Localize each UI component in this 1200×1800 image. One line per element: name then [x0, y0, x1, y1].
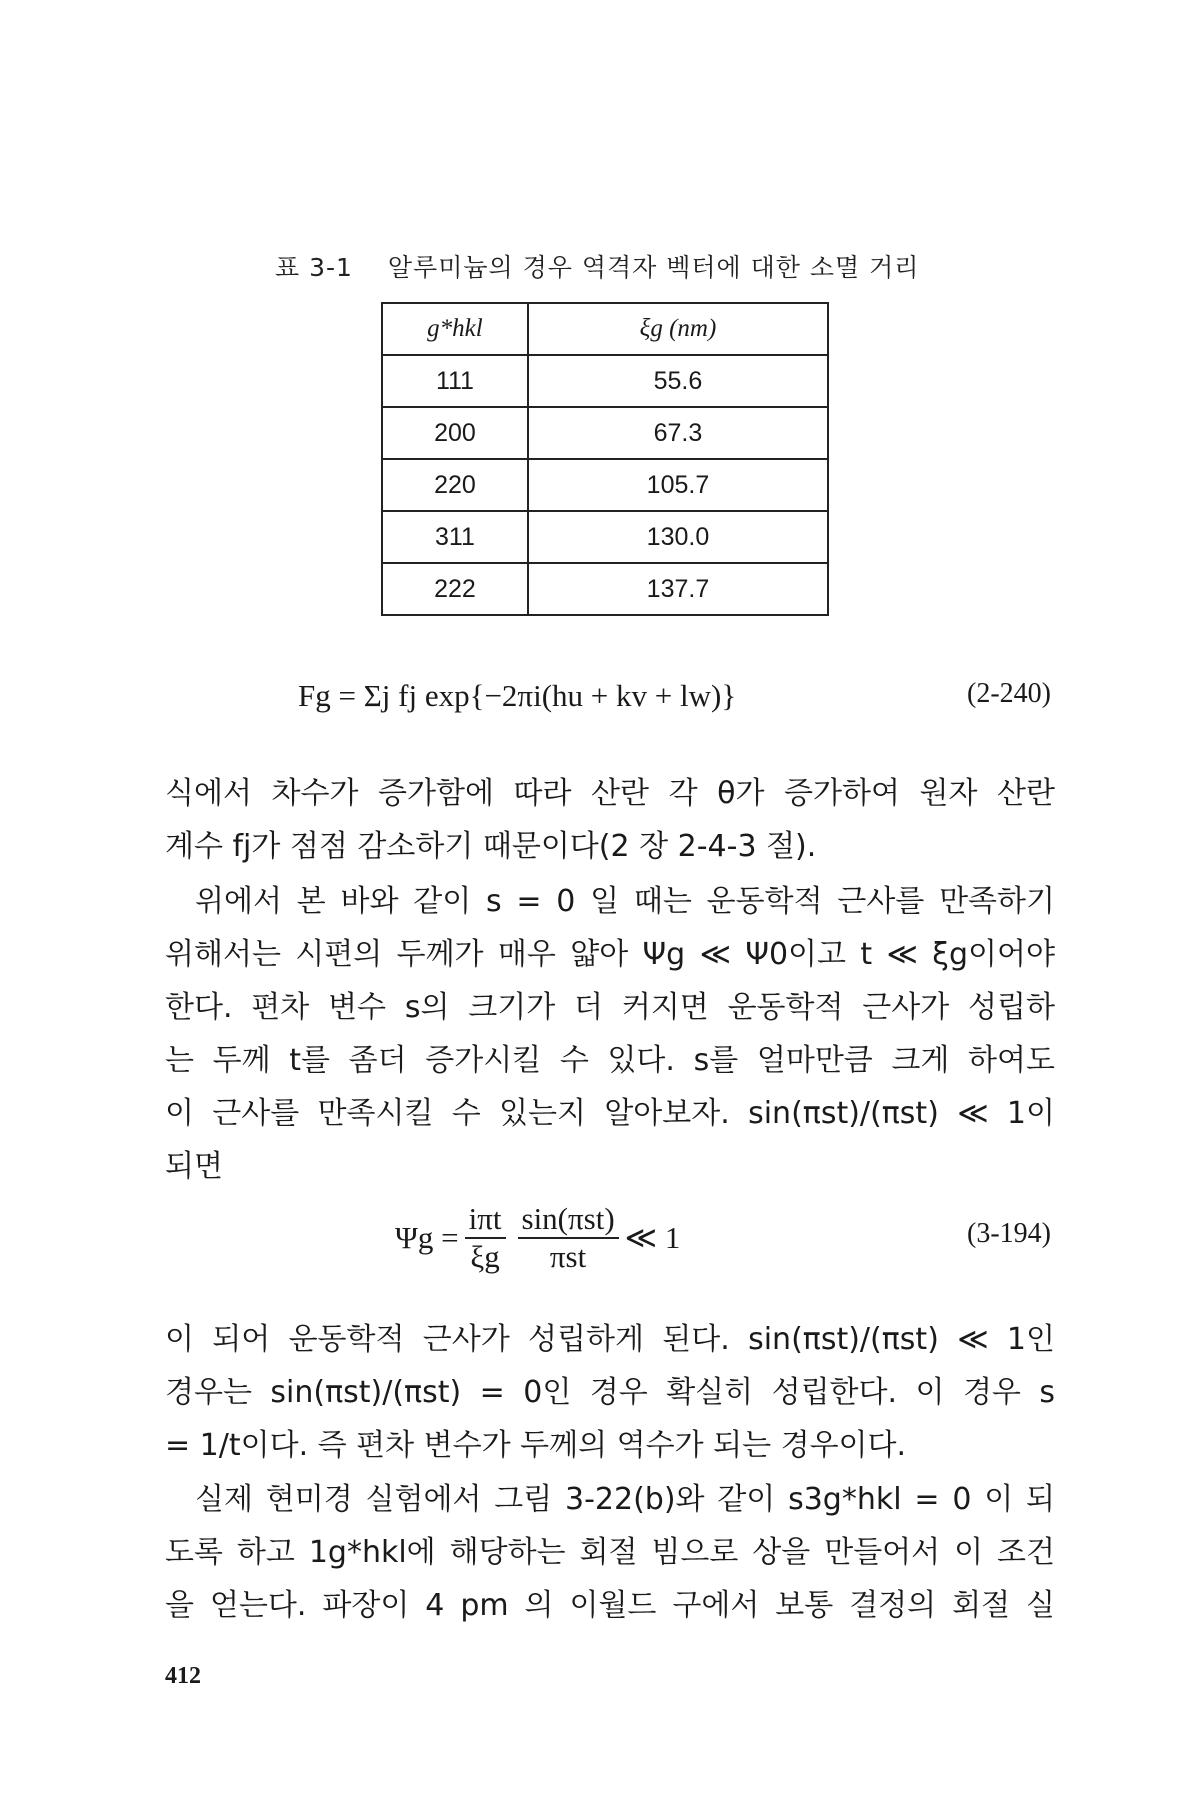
paragraph-line: 는 두께 t를 좀더 증가시킬 수 있다. s를 얼마만큼 크게 하여도: [165, 1043, 1055, 1078]
equation-3-194-formula: [395, 1198, 680, 1278]
equation-3-194-lhs: Ψg =: [395, 1220, 459, 1255]
paragraph-1: [165, 767, 1055, 873]
fraction-denominator: ξg: [470, 1239, 500, 1274]
paragraph-line: 이 근사를 만족시킬 수 있는지 알아보자. sin(πst)/(πst) ≪ 1이: [165, 1096, 1055, 1131]
paragraph-2: [165, 875, 1055, 1193]
table-row: [382, 563, 828, 615]
table-cell-g: 222: [382, 563, 528, 615]
equation-3-194-fraction-2: [518, 1201, 619, 1275]
table-row: [382, 459, 828, 511]
table-header-g: g*hkl: [382, 303, 528, 355]
paragraph-line: 위에서 본 바와 같이 s = 0 일 때는 운동학적 근사를 만족하기: [195, 884, 1055, 919]
equation-2-240: [0, 678, 1200, 738]
table-cell-g: 111: [382, 355, 528, 407]
table-cell-xi: 55.6: [528, 355, 828, 407]
equation-3-194: [0, 1198, 1200, 1278]
table-row: [382, 511, 828, 563]
fraction-denominator: πst: [549, 1239, 587, 1274]
equation-3-194-number: (3-194): [967, 1218, 1051, 1249]
table-cell-xi: 137.7: [528, 563, 828, 615]
paragraph-line: 식에서 차수가 증가함에 따라 산란 각 θ가 증가하여 원자 산란: [165, 776, 1055, 811]
paragraph-line: 실제 현미경 실험에서 그림 3-22(b)와 같이 s3g*hkl = 0 이 되: [195, 1482, 1055, 1517]
table-cell-xi: 130.0: [528, 511, 828, 563]
paragraph-line: 경우는 sin(πst)/(πst) = 0인 경우 확실히 성립한다. 이 경우 s: [165, 1375, 1055, 1410]
paragraph-line: 도록 하고 1g*hkl에 해당하는 회절 빔으로 상을 만들어서 이 조건: [165, 1535, 1055, 1570]
page-number: 412: [165, 1663, 201, 1689]
paragraph-line: 계수 fj가 점점 감소하기 때문이다(2 장 2-4-3 절).: [165, 829, 817, 864]
table-cell-xi: 67.3: [528, 407, 828, 459]
table-row: [382, 407, 828, 459]
table-header-row: [382, 303, 828, 355]
paragraph-line: 되면: [165, 1149, 223, 1184]
table-caption-text: 알루미늄의 경우 역격자 벡터에 대한 소멸 거리: [387, 253, 920, 282]
equation-2-240-number: (2-240): [967, 678, 1051, 709]
paragraph-line: 한다. 편차 변수 s의 크기가 더 커지면 운동학적 근사가 성립하: [165, 990, 1055, 1025]
paragraph-4: [165, 1473, 1055, 1632]
paragraph-line: 위해서는 시편의 두께가 매우 얇아 Ψg ≪ Ψ0이고 t ≪ ξg이어야: [165, 937, 1055, 972]
table-cell-g: 200: [382, 407, 528, 459]
paragraph-line: 이 되어 운동학적 근사가 성립하게 된다. sin(πst)/(πst) ≪ 1인: [165, 1322, 1055, 1357]
extinction-distance-table: [381, 302, 829, 616]
fraction-numerator: sin(πst): [518, 1201, 619, 1239]
table-cell-g: 311: [382, 511, 528, 563]
equation-3-194-rhs: ≪ 1: [624, 1220, 681, 1255]
equation-2-240-formula: Fg = Σj fj exp{−2πi(hu + kv + lw)}: [298, 678, 737, 713]
table-header-xi: ξg (nm): [528, 303, 828, 355]
table-caption: [275, 248, 919, 284]
table-cell-g: 220: [382, 459, 528, 511]
paragraph-3: [165, 1313, 1055, 1472]
paragraph-line: = 1/t이다. 즉 편차 변수가 두께의 역수가 되는 경우이다.: [165, 1428, 907, 1463]
table-row: [382, 355, 828, 407]
equation-3-194-fraction-1: [465, 1201, 506, 1275]
paragraph-line: 을 얻는다. 파장이 4 pm 의 이월드 구에서 보통 결정의 회절 실: [165, 1588, 1055, 1623]
table-cell-xi: 105.7: [528, 459, 828, 511]
table-caption-label: 표 3-1: [275, 253, 353, 282]
fraction-numerator: iπt: [465, 1201, 506, 1239]
